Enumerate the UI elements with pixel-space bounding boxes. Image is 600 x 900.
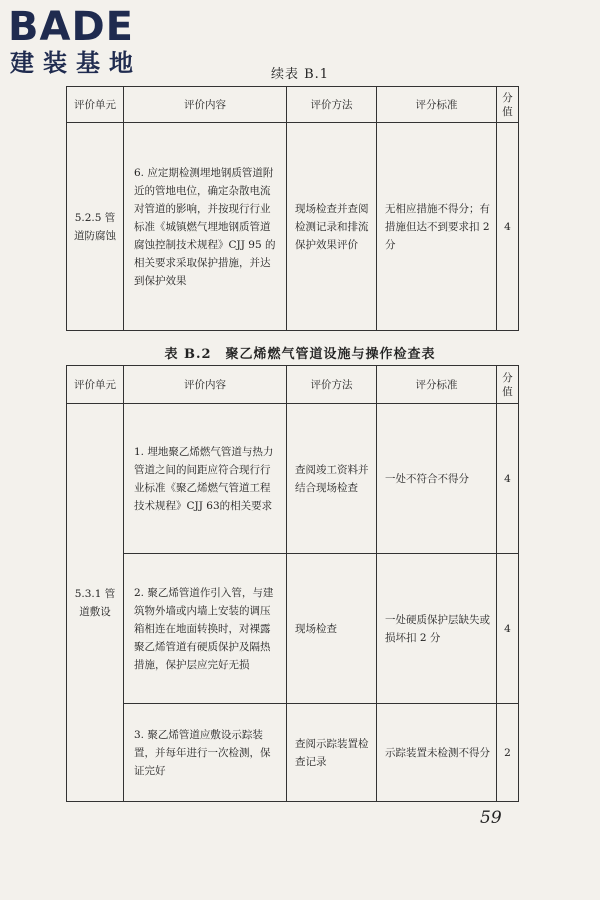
content-cell: 6. 应定期检测埋地钢质管道附近的管地电位，确定杂散电流对管道的影响，并按现行行业标准《城镇燃气埋地钢质管道腐蚀控制技术规程》CJJ 95 的相关要求采取保护措施，并达到保护效果 <box>124 123 287 331</box>
content-cell: 3. 聚乙烯管道应敷设示踪装置，并每年进行一次检测，保证完好 <box>124 704 287 802</box>
unit-cell: 5.3.1 管道敷设 <box>67 404 124 802</box>
table-header-row <box>67 366 519 404</box>
table-b2 <box>66 365 519 802</box>
score-cell: 2 <box>497 704 519 802</box>
header-unit: 评价单元 <box>67 366 124 404</box>
header-content: 评价内容 <box>124 366 287 404</box>
table-row <box>67 404 519 554</box>
method-cell: 查阅竣工资料并结合现场检查 <box>287 404 377 554</box>
score-cell: 4 <box>497 123 519 331</box>
header-unit: 评价单元 <box>67 87 124 123</box>
criteria-cell: 示踪装置未检测不得分 <box>377 704 497 802</box>
score-cell: 4 <box>497 554 519 704</box>
header-score: 分值 <box>497 87 519 123</box>
content-cell: 1. 埋地聚乙烯燃气管道与热力管道之间的间距应符合现行行业标准《聚乙烯燃气管道工程技术规程》CJJ 63的相关要求 <box>124 404 287 554</box>
criteria-cell: 一处不符合不得分 <box>377 404 497 554</box>
method-cell: 现场检查 <box>287 554 377 704</box>
criteria-cell: 无相应措施不得分；有措施但达不到要求扣 2 分 <box>377 123 497 331</box>
table-header-row <box>67 87 519 123</box>
score-cell: 4 <box>497 404 519 554</box>
header-criteria: 评分标准 <box>377 366 497 404</box>
content-cell: 2. 聚乙烯管道作引入管，与建筑物外墙或内墙上安装的调压箱相连在地面转换时，对裸露聚乙烯管道有硬质保护及隔热措施，保护层应完好无损 <box>124 554 287 704</box>
method-cell: 查阅示踪装置检查记录 <box>287 704 377 802</box>
header-method: 评价方法 <box>287 87 377 123</box>
unit-cell: 5.2.5 管道防腐蚀 <box>67 123 124 331</box>
page-number: 59 <box>480 808 502 828</box>
criteria-cell: 一处硬质保护层缺失或损坏扣 2 分 <box>377 554 497 704</box>
method-cell: 现场检查并查阅检测记录和排流保护效果评价 <box>287 123 377 331</box>
header-content: 评价内容 <box>124 87 287 123</box>
header-criteria: 评分标准 <box>377 87 497 123</box>
header-method: 评价方法 <box>287 366 377 404</box>
table-b2-title: 表 B.2 聚乙烯燃气管道设施与操作检查表 <box>164 347 436 362</box>
table-row <box>67 704 519 802</box>
logo-wordmark: BADE <box>8 4 134 50</box>
table-row <box>67 123 519 331</box>
header-score: 分值 <box>497 366 519 404</box>
table-row <box>67 554 519 704</box>
continued-table <box>66 86 519 331</box>
logo-subtitle: 建装基地 <box>10 49 142 77</box>
continued-table-title: 续表 B.1 <box>270 67 330 82</box>
